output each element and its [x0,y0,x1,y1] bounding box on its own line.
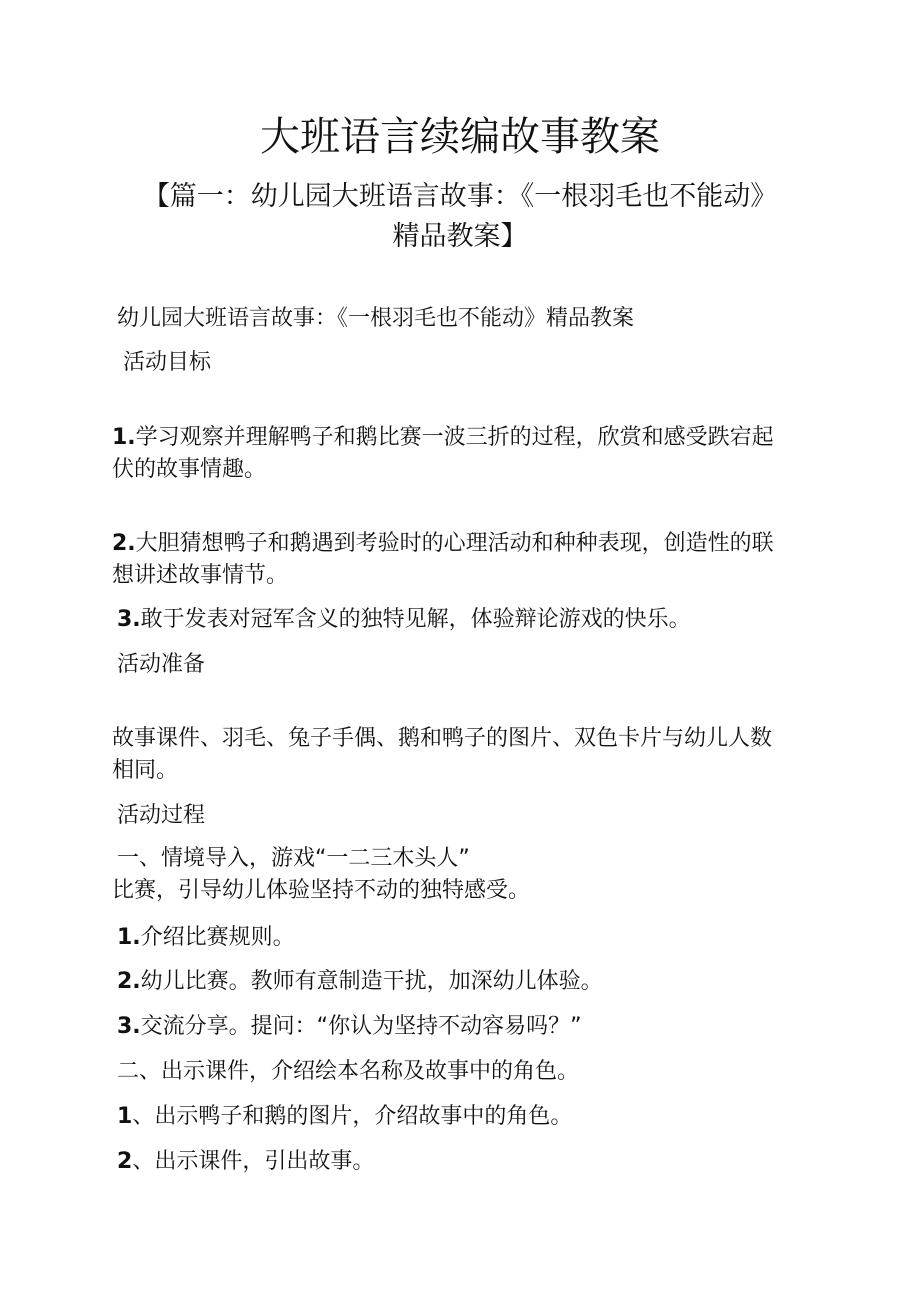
step-1-item-1-text: 介绍比赛规则。 [140,925,295,950]
step-2-item-1-text: 、出示鸭子和鹅的图片，介绍故事中的角色。 [132,1104,573,1129]
goal-3-number: 3. [117,607,141,632]
step-1-item-3 [117,1012,581,1042]
document-subtitle-line2: 精品教案】 [392,221,528,252]
goal-3 [117,605,691,635]
goal-2-line-2: 想讲述故事情节。 [112,563,289,588]
step-1-line-2: 比赛，引导幼儿体验坚持不动的独特感受。 [112,878,531,903]
goal-1-line-1 [112,423,774,453]
step-2-item-2-number: 2 [117,1149,133,1174]
step-2-item-2-text: 、出示课件，引出故事。 [132,1149,375,1174]
section-process: 活动过程 [117,803,206,828]
step-1-line-1: 一、情境导入，游戏“一二三木头人” [117,846,470,871]
heading: 幼儿园大班语言故事：《一根羽毛也不能动》精品教案 [117,306,635,331]
prep-line-2: 相同。 [112,758,179,783]
goal-1-text: 学习观察并理解鸭子和鹅比赛一波三折的过程，欣赏和感受跌宕起 [135,425,774,450]
goal-3-text: 敢于发表对冠军含义的独特见解，体验辩论游戏的快乐。 [140,607,691,632]
step-1-item-1 [117,923,295,953]
section-prep: 活动准备 [117,652,206,677]
step-1-item-2-text: 幼儿比赛。教师有意制造干扰，加深幼儿体验。 [140,969,603,994]
goal-1-line-2: 伏的故事情趣。 [112,457,267,482]
step-1-item-2 [117,967,603,997]
prep-line-1: 故事课件、羽毛、兔子手偶、鹅和鸭子的图片、双色卡片与幼儿人数 [112,726,773,751]
goal-1-number: 1. [112,425,136,450]
goal-2-line-1 [112,529,774,559]
step-2: 二、出示课件，介绍绘本名称及故事中的角色。 [117,1059,580,1084]
step-2-item-2 [117,1147,374,1177]
step-1-item-3-text: 交流分享。提问：“你认为坚持不动容易吗？” [140,1014,582,1039]
document-subtitle-line1: 【篇一：幼儿园大班语言故事：《一根羽毛也不能动》 [142,181,778,212]
goal-2-text: 大胆猜想鸭子和鹅遇到考验时的心理活动和种种表现，创造性的联 [135,531,774,556]
step-1-item-3-number: 3. [117,1014,141,1039]
section-goals: 活动目标 [123,350,212,375]
step-1-item-2-number: 2. [117,969,141,994]
step-2-item-1-number: 1 [117,1104,133,1129]
document-title: 大班语言续编故事教案 [260,114,660,160]
step-2-item-1 [117,1102,572,1132]
step-1-item-1-number: 1. [117,925,141,950]
goal-2-number: 2. [112,531,136,556]
